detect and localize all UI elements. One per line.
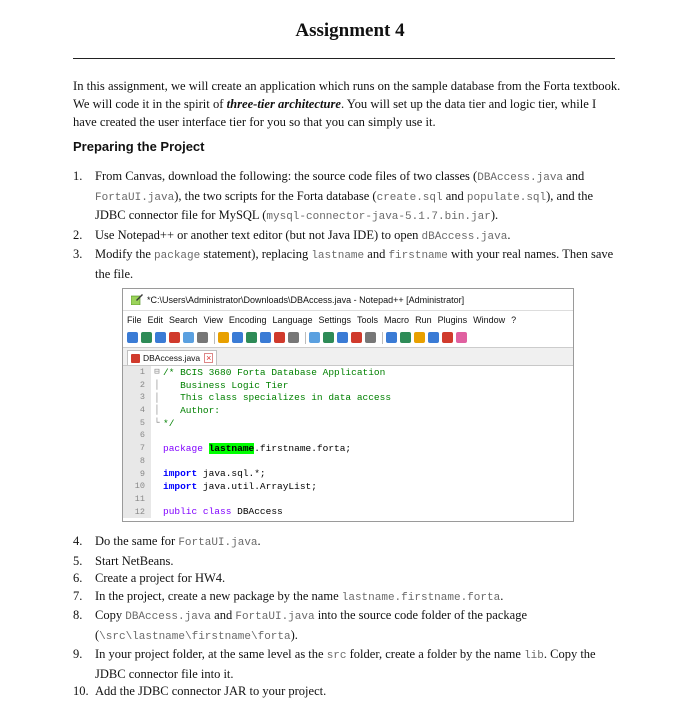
intro-paragraph bbox=[73, 77, 621, 131]
code-token: lastname bbox=[208, 442, 255, 454]
step-text: Add the JDBC connector JAR to your project. bbox=[95, 684, 327, 698]
step-text: ). bbox=[290, 627, 298, 642]
code-token: DBAccess bbox=[237, 506, 283, 518]
code-line bbox=[123, 493, 573, 506]
toolbar-button-icon[interactable] bbox=[232, 332, 243, 343]
steps-list-part2 bbox=[73, 533, 621, 701]
code-token: public class bbox=[163, 506, 238, 518]
menu-item[interactable]: Edit bbox=[147, 314, 164, 325]
toolbar-button-icon[interactable] bbox=[337, 332, 348, 343]
steps-list-part1 bbox=[73, 168, 621, 283]
menu-item[interactable]: File bbox=[127, 314, 142, 325]
step-item bbox=[73, 588, 621, 608]
inline-code: dBAccess.java bbox=[421, 230, 508, 243]
intro-text-before: In this assignment, we will create an application which runs on the sample database from the Forta textbook. We will code it in the spirit of bbox=[73, 79, 621, 111]
title-divider bbox=[73, 58, 615, 59]
step-item bbox=[73, 168, 621, 227]
toolbar-button-icon[interactable] bbox=[442, 332, 453, 343]
inline-code: firstname bbox=[388, 250, 448, 262]
step-text: into the source code folder of the package ( bbox=[95, 608, 527, 642]
menu-item[interactable]: Run bbox=[415, 314, 432, 325]
code-line bbox=[123, 429, 573, 442]
notepad-logo-icon bbox=[131, 294, 143, 305]
step-number: 7. bbox=[73, 588, 83, 603]
step-text: . Copy the JDBC connector file into it. bbox=[95, 647, 596, 681]
step-text: and bbox=[442, 188, 467, 203]
step-item bbox=[73, 683, 621, 701]
step-text: statement), replacing bbox=[200, 247, 312, 261]
inline-code: FortaUI.java bbox=[235, 611, 315, 623]
line-number: 8 bbox=[123, 455, 151, 468]
toolbar-button-icon[interactable] bbox=[323, 332, 334, 343]
code-token: java.sql.*; bbox=[202, 468, 266, 480]
menu-item[interactable]: Language bbox=[272, 314, 313, 325]
toolbar-button-icon[interactable] bbox=[183, 332, 194, 343]
toolbar-button-icon[interactable] bbox=[260, 332, 271, 343]
code-line bbox=[123, 455, 573, 468]
menu-item[interactable]: Settings bbox=[318, 314, 352, 325]
intro-emphasis: three-tier architecture bbox=[226, 97, 341, 111]
step-text: folder, create a folder by the name bbox=[346, 647, 525, 661]
code-token: This class specializes in data access bbox=[163, 392, 392, 404]
code-token: /* BCIS 3680 Forta Database Application bbox=[163, 366, 386, 378]
toolbar-button-icon[interactable] bbox=[197, 332, 208, 343]
step-text: . bbox=[507, 227, 511, 242]
code-token: Author: bbox=[163, 404, 221, 416]
code-line bbox=[123, 366, 573, 379]
intro-text-after: . You will set up the data tier and logic tier, while I have created the user interface tier for you so that you can simply use it. bbox=[73, 97, 597, 129]
step-text: Modify the bbox=[95, 247, 155, 261]
code-line bbox=[123, 468, 573, 481]
fold-marker-icon: │ bbox=[154, 405, 160, 416]
code-line bbox=[123, 391, 573, 404]
step-text: In your project folder, at the same level as the bbox=[95, 647, 327, 661]
inline-code: mysql-connector-java-5.1.7.bin.jar bbox=[266, 211, 491, 223]
menu-item[interactable]: View bbox=[203, 314, 223, 325]
toolbar-button-icon[interactable] bbox=[246, 332, 257, 343]
step-text: with your real names. Then save the file. bbox=[95, 247, 614, 281]
menu-item[interactable]: Plugins bbox=[437, 314, 468, 325]
line-number: 9 bbox=[123, 468, 151, 481]
line-number: 12 bbox=[123, 506, 151, 519]
step-text: . bbox=[500, 588, 504, 603]
step-text: Use Notepad++ or another text editor (but not Java IDE) to open bbox=[95, 227, 422, 242]
toolbar-button-icon[interactable] bbox=[169, 332, 180, 343]
fold-marker-icon: │ bbox=[154, 380, 160, 391]
inline-code: DBAccess.java bbox=[125, 611, 212, 623]
step-item bbox=[73, 246, 621, 283]
toolbar-button-icon[interactable] bbox=[155, 332, 166, 343]
menu-item[interactable]: Macro bbox=[384, 314, 410, 325]
inline-code: populate.sql bbox=[466, 191, 547, 204]
fold-marker-icon: └ bbox=[154, 418, 160, 429]
menu-item[interactable]: Tools bbox=[357, 314, 379, 325]
code-token: java.util.ArrayList; bbox=[202, 481, 317, 493]
step-text: Create a project for HW4. bbox=[95, 571, 226, 585]
step-text: and bbox=[563, 169, 585, 183]
line-number: 10 bbox=[123, 480, 151, 493]
step-text: Start NetBeans. bbox=[95, 553, 174, 568]
step-number: 1. bbox=[73, 169, 83, 183]
inline-code: lib bbox=[524, 650, 544, 662]
toolbar-button-icon[interactable] bbox=[274, 332, 285, 343]
toolbar-separator bbox=[305, 332, 306, 344]
step-text: Copy bbox=[95, 608, 126, 622]
page-title: Assignment 4 bbox=[295, 20, 405, 41]
code-token: import bbox=[163, 468, 203, 480]
code-line bbox=[123, 506, 573, 519]
step-item bbox=[73, 646, 621, 683]
step-text: . bbox=[257, 534, 261, 548]
notepad-window-title: *C:\Users\Administrator\Downloads\DBAccess.java - Notepad++ [Administrator] bbox=[147, 294, 465, 305]
step-number: 8. bbox=[73, 608, 83, 622]
line-number: 3 bbox=[123, 391, 151, 404]
unsaved-disk-icon bbox=[131, 354, 140, 363]
notepad-menubar bbox=[123, 311, 573, 328]
line-number: 7 bbox=[123, 442, 151, 455]
line-number: 4 bbox=[123, 404, 151, 417]
code-line bbox=[123, 404, 573, 417]
step-text: In the project, create a new package by the name bbox=[95, 588, 342, 603]
code-token: */ bbox=[163, 417, 175, 429]
notepad-screenshot bbox=[122, 288, 574, 522]
inline-code: \src\lastname\firstname\forta bbox=[99, 630, 291, 643]
step-text: and bbox=[211, 608, 236, 622]
step-text: ), the two scripts for the Forta database ( bbox=[174, 188, 377, 203]
step-item bbox=[73, 553, 621, 571]
step-number: 10. bbox=[73, 684, 89, 698]
code-token: .firstname.forta; bbox=[254, 442, 352, 454]
toolbar-button-icon[interactable] bbox=[309, 332, 320, 343]
toolbar-button-icon[interactable] bbox=[351, 332, 362, 343]
tab-dbaccess[interactable] bbox=[127, 350, 217, 365]
code-line bbox=[123, 417, 573, 430]
toolbar-separator bbox=[214, 332, 215, 344]
menu-item[interactable]: ? bbox=[511, 314, 517, 325]
inline-code: FortaUI.java bbox=[95, 191, 175, 204]
toolbar-button-icon[interactable] bbox=[414, 332, 425, 343]
step-item bbox=[73, 607, 621, 646]
inline-code: create.sql bbox=[376, 191, 443, 204]
code-line bbox=[123, 379, 573, 392]
toolbar-button-icon[interactable] bbox=[218, 332, 229, 343]
step-text: ). bbox=[490, 208, 499, 222]
notepad-tabbar bbox=[123, 348, 573, 366]
code-token: Business Logic Tier bbox=[163, 379, 289, 391]
step-item bbox=[73, 227, 621, 247]
close-tab-icon[interactable]: × bbox=[206, 353, 212, 363]
inline-code: lastname.firstname.forta bbox=[341, 591, 501, 604]
step-number: 2. bbox=[73, 227, 83, 242]
code-token: import bbox=[163, 481, 203, 493]
inline-code: FortaUI.java bbox=[178, 537, 258, 549]
code-line bbox=[123, 480, 573, 493]
toolbar-button-icon[interactable] bbox=[428, 332, 439, 343]
toolbar-button-icon[interactable] bbox=[456, 332, 467, 343]
inline-code: package bbox=[154, 250, 201, 262]
fold-marker-icon: │ bbox=[154, 392, 160, 403]
toolbar-button-icon[interactable] bbox=[288, 332, 299, 343]
inline-code: lastname bbox=[311, 250, 365, 262]
tab-label: DBAccess.java bbox=[143, 353, 201, 363]
step-number: 9. bbox=[73, 647, 83, 661]
section-heading: Preparing the Project bbox=[73, 139, 205, 154]
menu-item[interactable]: Window bbox=[473, 314, 506, 325]
step-number: 4. bbox=[73, 534, 83, 548]
step-item bbox=[73, 570, 621, 588]
line-number: 11 bbox=[123, 493, 151, 506]
menu-item[interactable]: Encoding bbox=[228, 314, 267, 325]
notepad-titlebar bbox=[123, 289, 573, 311]
inline-code: src bbox=[326, 650, 347, 662]
inline-code: DBAccess.java bbox=[477, 172, 564, 184]
step-text: ), and the JDBC connector file for MySQL ( bbox=[95, 188, 593, 222]
toolbar-button-icon[interactable] bbox=[386, 332, 397, 343]
toolbar-button-icon[interactable] bbox=[365, 332, 376, 343]
notepad-toolbar bbox=[123, 328, 573, 348]
line-number: 1 bbox=[123, 366, 151, 379]
step-number: 3. bbox=[73, 247, 83, 261]
line-number: 5 bbox=[123, 417, 151, 430]
line-number: 6 bbox=[123, 429, 151, 442]
step-text: From Canvas, download the following: the source code files of two classes ( bbox=[95, 169, 478, 183]
code-token: package bbox=[163, 442, 209, 454]
step-text: Do the same for bbox=[95, 534, 179, 548]
toolbar-separator bbox=[382, 332, 383, 344]
toolbar-button-icon[interactable] bbox=[141, 332, 152, 343]
toolbar-button-icon[interactable] bbox=[127, 332, 138, 343]
menu-item[interactable]: Search bbox=[169, 314, 198, 325]
fold-marker-icon[interactable]: ⊟ bbox=[154, 367, 160, 378]
code-editor[interactable] bbox=[123, 366, 573, 518]
step-number: 6. bbox=[73, 571, 83, 585]
code-line bbox=[123, 442, 573, 455]
toolbar-button-icon[interactable] bbox=[400, 332, 411, 343]
line-number: 2 bbox=[123, 379, 151, 392]
step-number: 5. bbox=[73, 553, 83, 568]
step-text: and bbox=[364, 247, 389, 261]
step-item bbox=[73, 533, 621, 553]
